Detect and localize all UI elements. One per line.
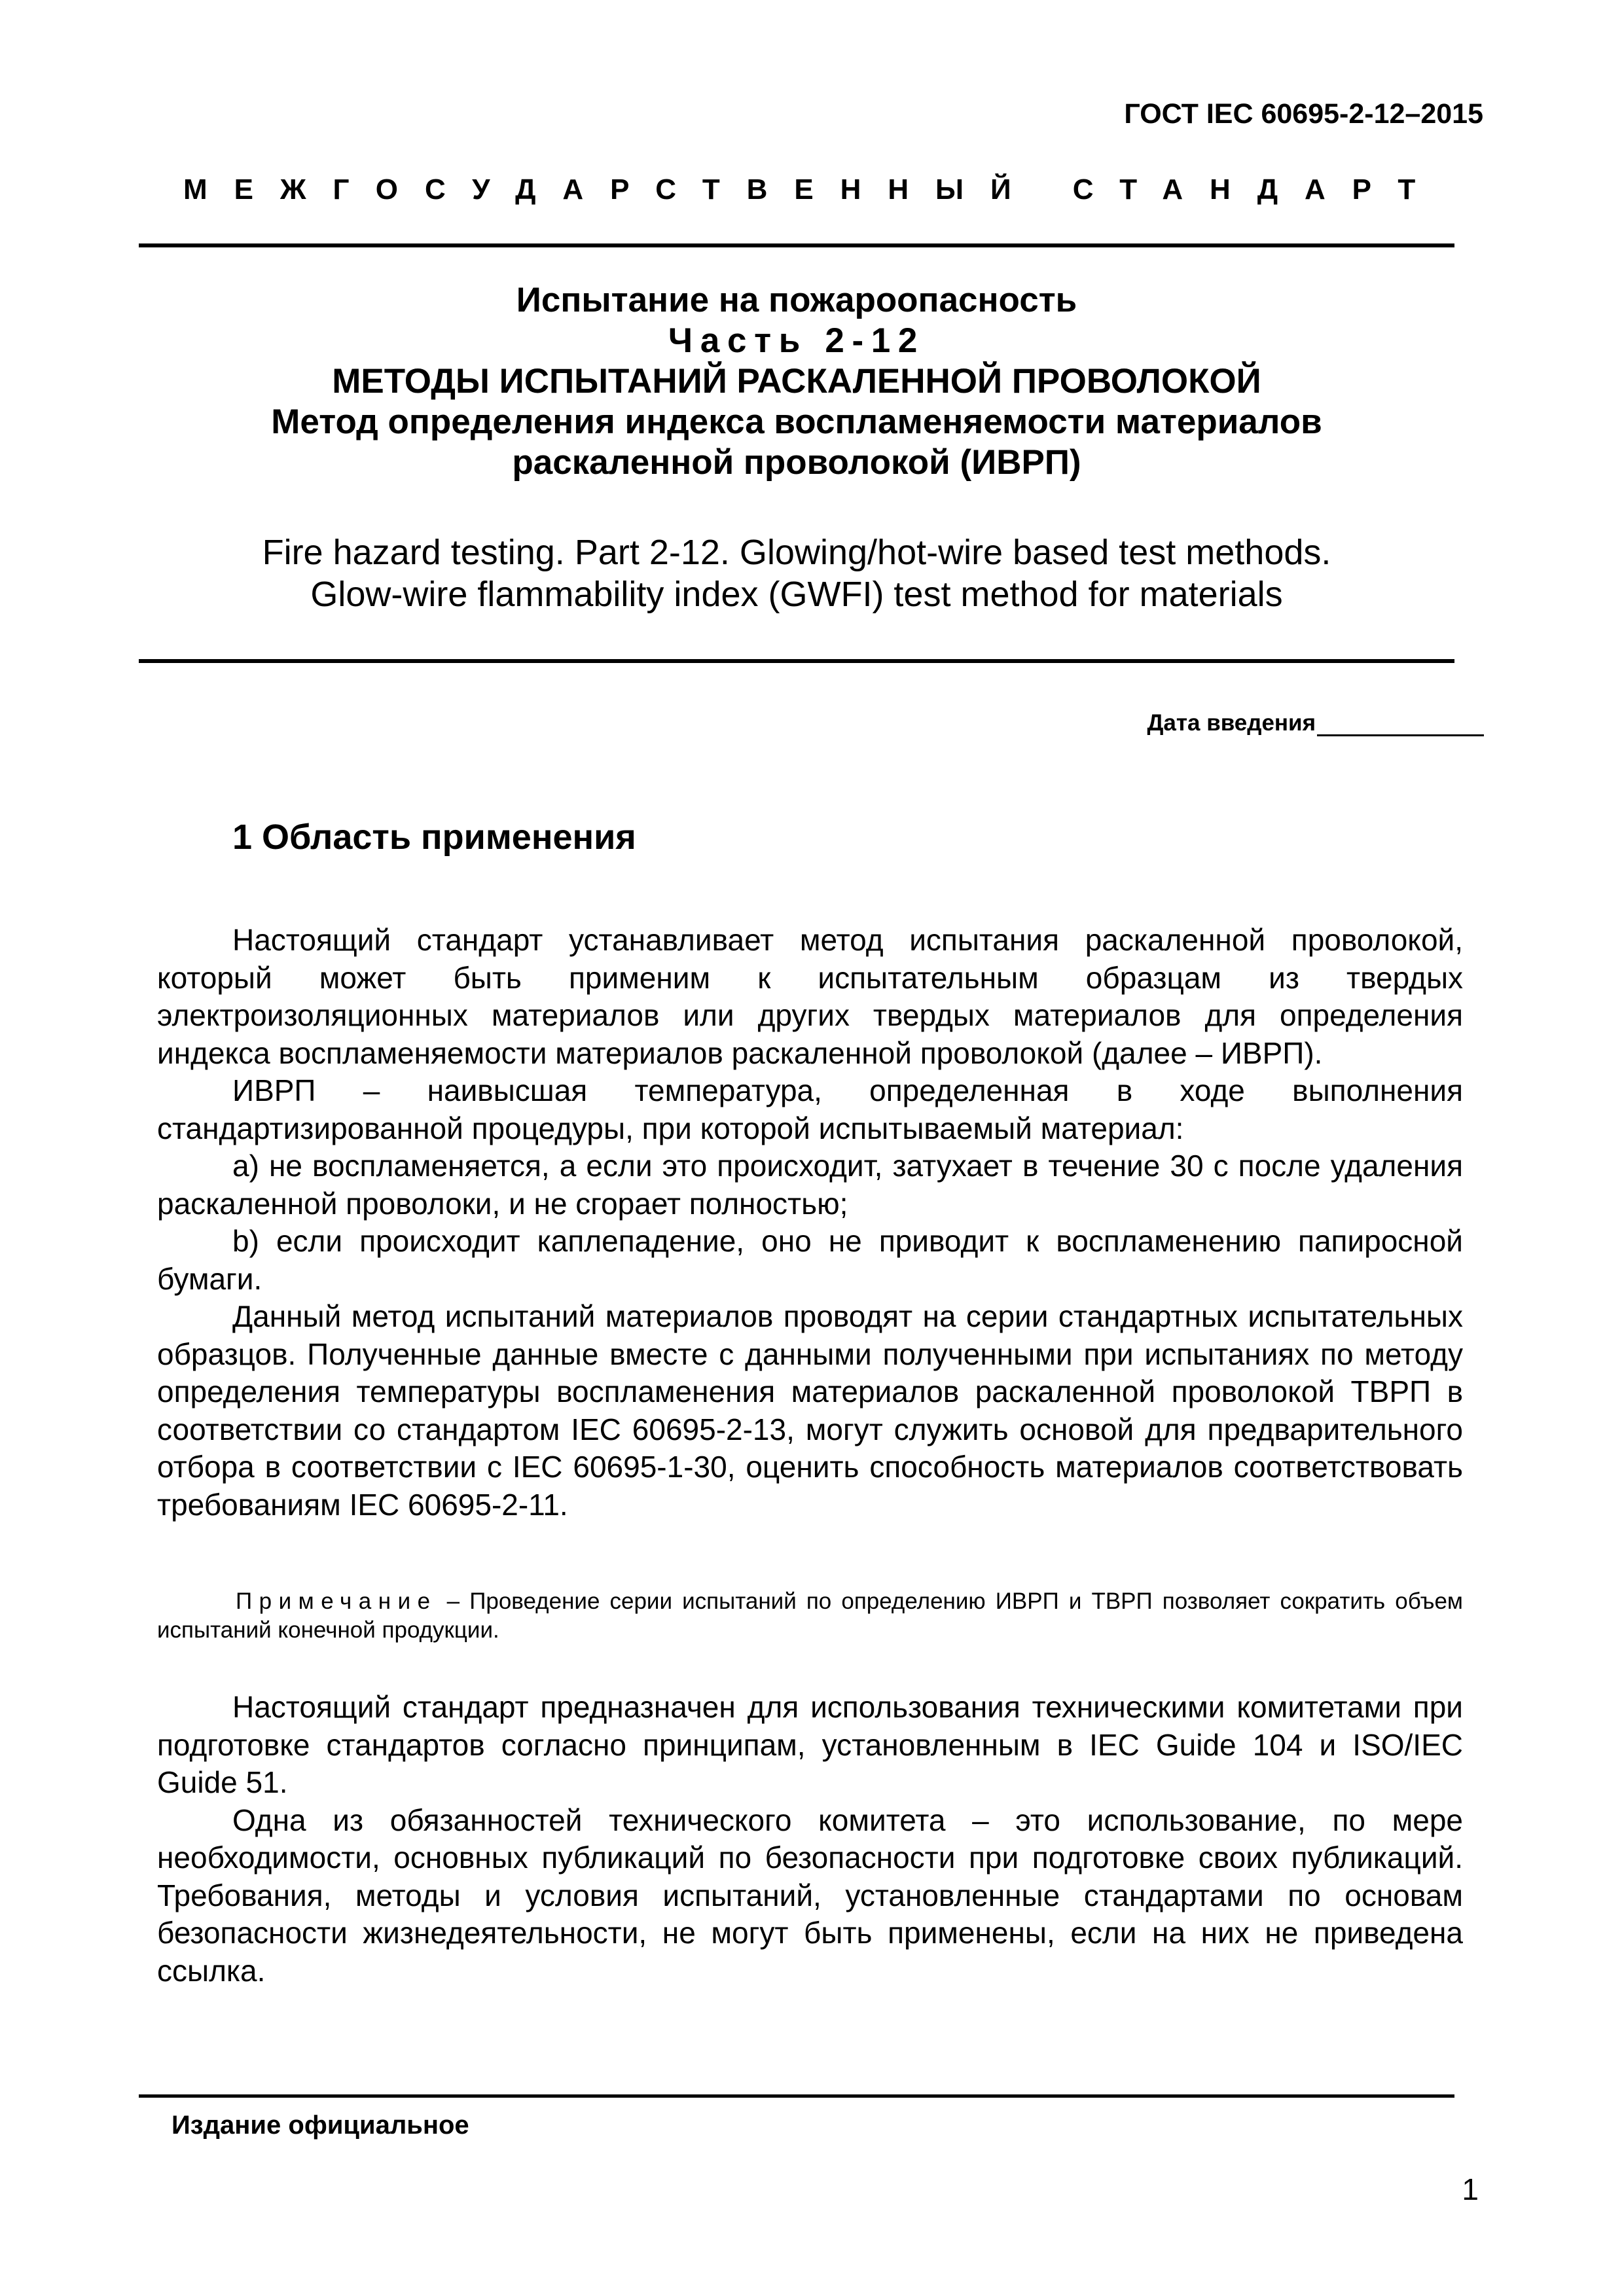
title-part-label: Часть 2-12 — [668, 321, 926, 360]
title-line-1: Испытание на пожароопасность — [516, 281, 1077, 319]
title-divider — [139, 659, 1454, 663]
note — [157, 1587, 1463, 1645]
note-text: – Проведение серии испытаний по определению ИВРП и ТВРП позволяет сократить объем испытаний конечной продукции. — [157, 1588, 1463, 1643]
paragraph: Данный метод испытаний материалов проводят на серии стандартных испытательных образцов. Полученные данные вместе с данными полученными при испытаниях по методу определения температуры воспламенения материалов раскаленной проволокой ТВРП в соответствии со стандартом IEC 60695-2-13, могут служить основой для предварительного отбора в соответствии с IEC 60695-1-30, оценить способность материалов соответствовать требованиям IEC 60695-2-11. — [157, 1299, 1463, 1522]
title-line-5: раскаленной проволокой (ИВРП) — [512, 443, 1081, 482]
interstate-standard-label: МЕЖГОСУДАРСТВЕННЫЙ СТАНДАРТ — [183, 173, 1443, 206]
paragraph: a) не воспламеняется, а если это происходит, затухает в течение 30 с после удаления раскаленной проволоки, и не сгорает полностью; — [157, 1149, 1463, 1221]
paragraph: Одна из обязанностей технического комитета – это использование, по мере необходимости, основных публикаций по безопасности при подготовке своих публикаций. Требования, методы и условия испытаний, установленные стандартами по основам безопасности жизнедеятельности, не могут быть применены, если на них не приведена ссылка. — [157, 1803, 1463, 1988]
title-line-4: Метод определения индекса воспламеняемости материалов — [271, 403, 1322, 441]
top-divider — [139, 243, 1454, 247]
paragraph: ИВРП – наивысшая температура, определенная в ходе выполнения стандартизированной процедуры, при которой испытываемый материал: — [157, 1073, 1463, 1145]
english-title-line-1: Fire hazard testing. Part 2-12. Glowing/hot-wire based test methods. — [262, 533, 1331, 572]
standard-number: ГОСТ IEC 60695-2-12–2015 — [1124, 98, 1483, 130]
paragraph: Настоящий стандарт предназначен для использования техническими комитетами при подготовке стандартов согласно принципам, установленным в IEC Guide 104 и ISO/IEC Guide 51. — [157, 1690, 1463, 1799]
section-body-continued — [157, 1689, 1463, 1990]
section-heading: 1 Область применения — [232, 817, 636, 857]
date-of-introduction-label: Дата введения — [1147, 710, 1316, 736]
page-number: 1 — [1462, 2172, 1479, 2206]
title-line-3: МЕТОДЫ ИСПЫТАНИЙ РАСКАЛЕННОЙ ПРОВОЛОКОЙ — [332, 362, 1261, 401]
date-blank-line — [1317, 712, 1484, 736]
edition-label: Издание официальное — [171, 2111, 469, 2140]
english-title — [139, 531, 1454, 615]
section-body — [157, 922, 1463, 1524]
footer-divider — [139, 2094, 1454, 2098]
russian-title — [139, 280, 1454, 483]
note-label: Примечание — [236, 1588, 437, 1614]
date-of-introduction — [1147, 710, 1484, 736]
english-title-line-2: Glow-wire flammability index (GWFI) test method for materials — [310, 575, 1283, 614]
paragraph: b) если происходит каплепадение, оно не приводит к воспламенению папиросной бумаги. — [157, 1224, 1463, 1296]
paragraph: Настоящий стандарт устанавливает метод испытания раскаленной проволокой, который может быть применим к испытательным образцам из твердых электроизоляционных материалов или других твердых материалов для определения индекса воспламеняемости материалов раскаленной проволокой (далее – ИВРП). — [157, 923, 1463, 1070]
